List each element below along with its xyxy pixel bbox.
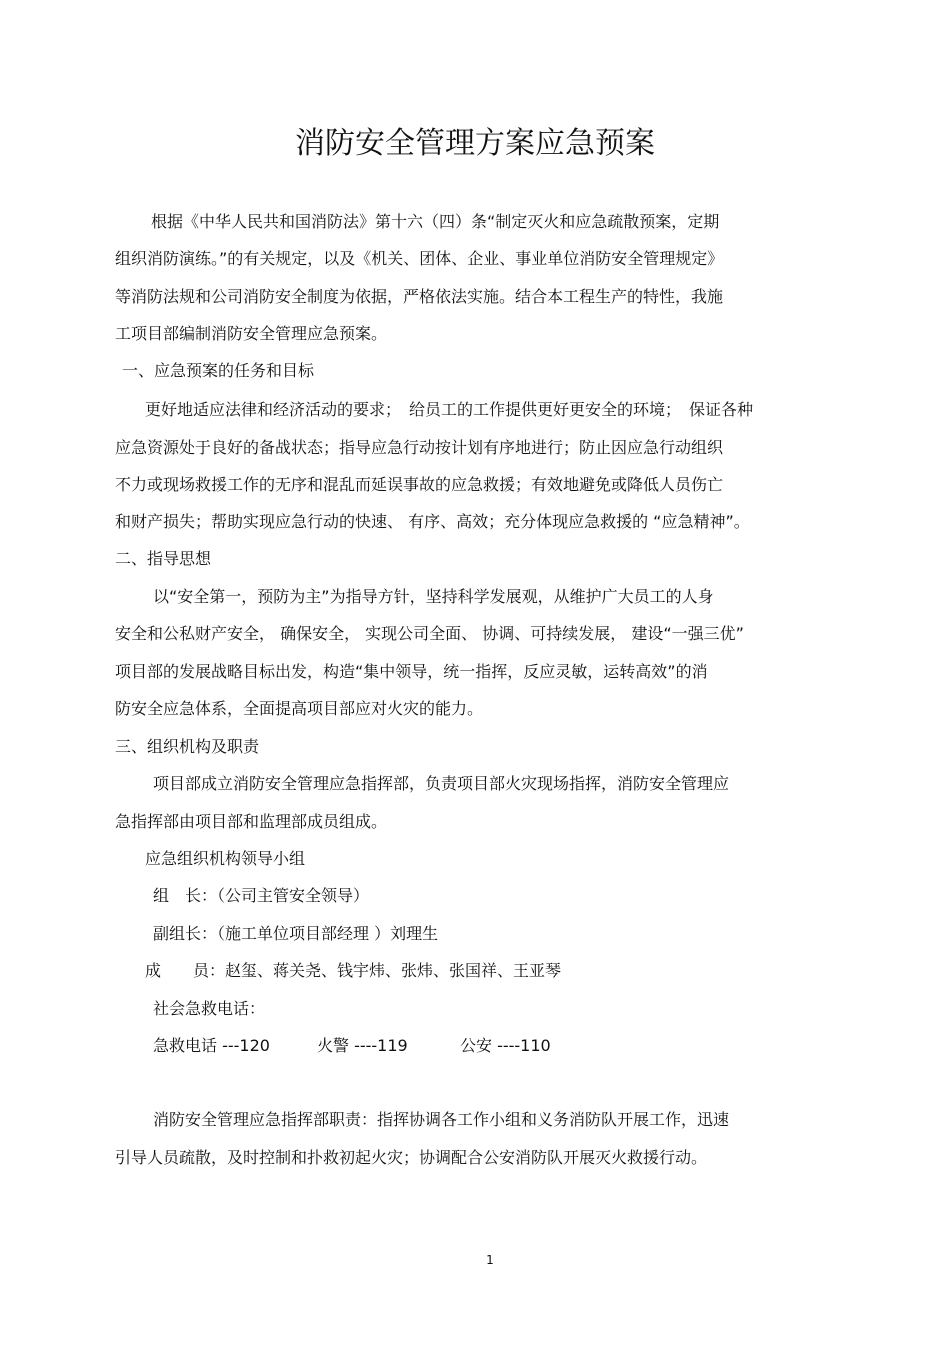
duty-line-2: 引导人员疏散，及时控制和扑救初起火灾；协调配合公安消防队开展灭火救援行动。 <box>115 1148 708 1167</box>
section1-line-2: 应急资源处于良好的备战状态；指导应急行动按计划有序地进行；防止因应急行动组织 <box>115 438 724 457</box>
phone-police: 公安 ----110 <box>460 1036 551 1055</box>
phone-fire: 火警 ----119 <box>317 1036 408 1055</box>
emergency-group-title: 应急组织机构领导小组 <box>145 849 306 868</box>
document-title: 消防安全管理方案应急预案 <box>295 126 655 161</box>
intro-line-2: 组织消防演练。”的有关规定，以及《机关、团体、企业、事业单位消防安全管理规定》 <box>115 249 724 268</box>
section1-heading: 一、应急预案的任务和目标 <box>122 361 315 380</box>
section2-line-4: 防安全应急体系，全面提高项目部应对火灾的能力。 <box>115 699 484 718</box>
section3-heading: 三、组织机构及职责 <box>115 737 260 756</box>
section2-line-2: 安全和公私财产安全， 确保安全， 实现公司全面、 协调、可持续发展， 建设“一强三优” <box>115 624 744 643</box>
page-number: 1 <box>486 1253 494 1267</box>
section2-line-3: 项目部的发展战略目标出发，构造“集中领导，统一指挥，反应灵敏，运转高效”的消 <box>115 662 708 681</box>
group-leader: 组 长：（公司主管安全领导） <box>153 886 370 905</box>
group-members: 成 员：赵玺、蒋关尧、钱宇炜、张炜、张国祥、王亚琴 <box>145 961 562 980</box>
section1-line-4: 和财产损失；帮助实现应急行动的快速、 有序、高效；充分体现应急救援的 “应急精神”。 <box>115 512 750 531</box>
intro-line-4: 工项目部编制消防安全管理应急预案。 <box>115 324 388 343</box>
intro-line-1: 根据《中华人民共和国消防法》第十六（四）条“制定灭火和应急疏散预案，定期 <box>151 212 720 231</box>
group-deputy: 副组长：（施工单位项目部经理 ）刘理生 <box>153 924 439 943</box>
intro-line-3: 等消防法规和公司消防安全制度为依据，严格依法实施。结合本工程生产的特性，我施 <box>115 287 724 306</box>
duty-line-1: 消防安全管理应急指挥部职责：指挥协调各工作小组和义务消防队开展工作，迅速 <box>153 1110 730 1129</box>
section1-line-1: 更好地适应法律和经济活动的要求； 给员工的工作提供更好更安全的环境； 保证各种 <box>145 400 754 419</box>
section1-line-3: 不力或现场救援工作的无序和混乱而延误事故的应急救援；有效地避免或降低人员伤亡 <box>115 475 724 494</box>
section2-line-1: 以“安全第一，预防为主”为指导方针，坚持科学发展观，从维护广大员工的人身 <box>153 587 714 606</box>
section2-heading: 二、指导思想 <box>115 549 212 568</box>
section3-line-2: 急指挥部由项目部和监理部成员组成。 <box>115 812 388 831</box>
emergency-phone-title: 社会急救电话： <box>153 999 266 1018</box>
phone-ambulance: 急救电话 ---120 <box>153 1036 270 1055</box>
section3-line-1: 项目部成立消防安全管理应急指挥部，负责项目部火灾现场指挥，消防安全管理应 <box>153 774 730 793</box>
